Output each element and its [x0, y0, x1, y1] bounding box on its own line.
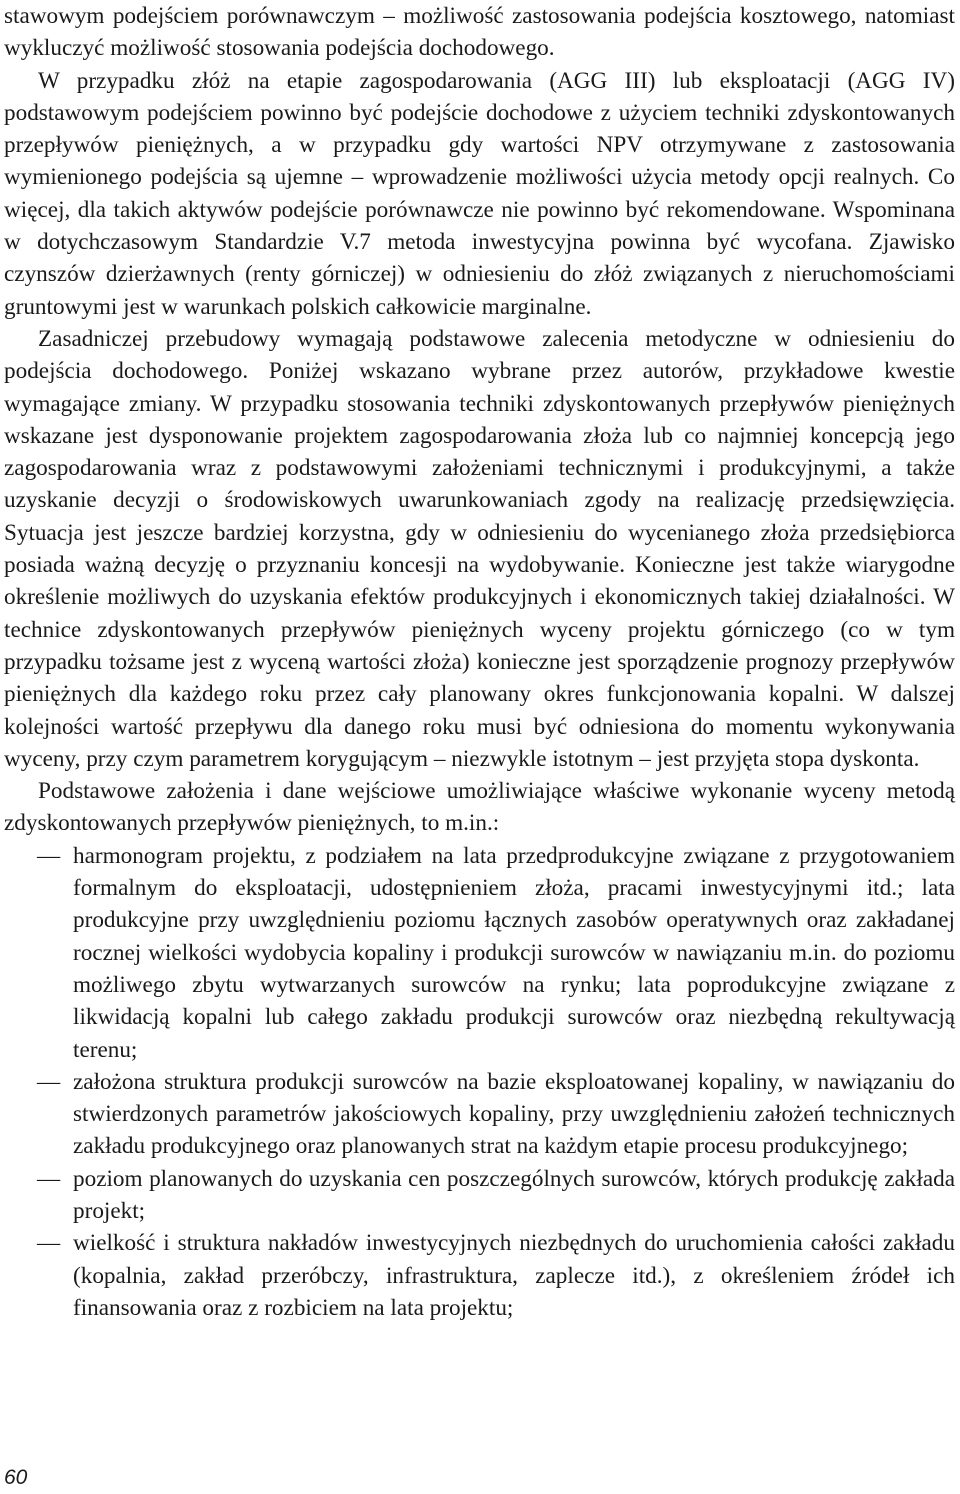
list-item	[4, 840, 955, 1066]
list-item-text: założona struktura produkcji surowców na bazie eksploatowanej kopaliny, w nawiązaniu do stwierdzonych parametrów jakościowych kopaliny, przy uwzględnieniu założeń technicznych zakładu produkcyjnego oraz planowanych strat na każdym etapie procesu produkcyjnego;	[73, 1068, 955, 1160]
dash-bullet: —	[37, 1230, 61, 1257]
list-item-text: harmonogram projektu, z podziałem na lata przedprodukcyjne związane z przygotowaniem formalnym do eksploatacji, udostępnieniem złoża, pracami inwestycyjnymi itd.; lata produkcyjne przy uwzględnieniu poziomu łącznych zasobów operatywnych oraz zakładanej rocznej wielkości wydobycia kopaliny i produkcji surowców w nawiązaniu m.in. do poziomu możliwego zbytu wytwarzanych surowców na rynku; lata poprodukcyjne związane z likwidacją kopalni lub całego zakładu produkcji surowców oraz niezbędną rekultywacją terenu;	[73, 842, 955, 1063]
list-item	[4, 1163, 955, 1228]
dash-bullet: —	[37, 1068, 61, 1095]
list-item-text: poziom planowanych do uzyskania cen poszczególnych surowców, których produkcję zakłada projekt;	[73, 1165, 955, 1224]
paragraph-income-approach: Zasadniczej przebudowy wymagają podstawowe zalecenia metodyczne w odniesieniu do podejścia dochodowego. Poniżej wskazano wybrane przez autorów, przykładowe kwestie wymagające zmiany. W przypadku stosowania techniki zdyskontowanych przepływów pieniężnych wskazane jest dysponowanie projektem zagospodarowania złoża lub co najmniej koncepcją jego zagospodarowania wraz z podstawowymi założeniami technicznymi i produkcyjnymi, a także uzyskanie decyzji o środowiskowych uwarunkowaniach zgody na realizację przedsięwzięcia. Sytuacja jest jeszcze bardziej korzystna, gdy w odniesieniu do wycenianego złoża przedsiębiorca posiada ważną decyzję o przyznaniu koncesji na wydobywanie. Konieczne jest także wiarygodne określenie możliwych do uzyskania efektów produkcyjnych i ekonomicznych takiej działalności. W technice zdyskontowanych przepływów pieniężnych wyceny projektu górniczego (co w tym przypadku tożsame jest z wyceną wartości złoża) konieczne jest sporządzenie prognozy przepływów pieniężnych dla każdego roku przez cały planowany okres funkcjonowania kopalni. W dalszej kolejności wartość przepływu dla danego roku musi być odniesiona do momentu wykonywania wyceny, przy czym parametrem korygującym – niezwykle istotnym – jest przyjęta stopa dyskonta.	[4, 325, 955, 772]
list-item	[4, 1227, 955, 1324]
dash-bullet: —	[37, 1165, 61, 1192]
dash-bullet: —	[37, 842, 61, 869]
list-item	[4, 1066, 955, 1163]
paragraph-valuation-approach: W przypadku złóż na etapie zagospodarowania (AGG III) lub eksploatacji (AGG IV) podstawowym podejściem powinno być podejście dochodowe z użyciem techniki zdyskontowanych przepływów pieniężnych, a w przypadku gdy wartości NPV otrzymywane z zastosowania wymienionego podejścia są ujemne – wprowadzenie możliwości użycia metody opcji realnych. Co więcej, dla takich aktywów podejście porównawcze nie powinno być rekomendowane. Wspominana w dotychczasowym Standardzie V.7 metoda inwestycyjna powinna być wycofana. Zjawisko czynszów dzierżawnych (renty górniczej) w odniesieniu do złóż związanych z nieruchomościami gruntowymi jest w warunkach polskich całkowicie marginalne.	[4, 67, 955, 320]
list-item-text: wielkość i struktura nakładów inwestycyjnych niezbędnych do uruchomienia całości zakładu (kopalnia, zakład przeróbczy, infrastruktura, zaplecze itd.), z określeniem źródeł ich finansowania oraz z rozbiciem na lata projektu;	[73, 1230, 955, 1321]
paragraph-continuation: stawowym podejściem porównawczym – możliwość zastosowania podejścia kosztowego, natomiast wykluczyć możliwość stosowania podejścia dochodowego.	[4, 3, 955, 62]
paragraph-assumptions-intro: Podstawowe założenia i dane wejściowe umożliwiające właściwe wykonanie wyceny metodą zdyskontowanych przepływów pieniężnych, to m.in.:	[4, 778, 955, 837]
body-text	[4, 0, 955, 1324]
assumptions-list	[4, 840, 955, 1324]
page-number: 60	[4, 1466, 28, 1489]
